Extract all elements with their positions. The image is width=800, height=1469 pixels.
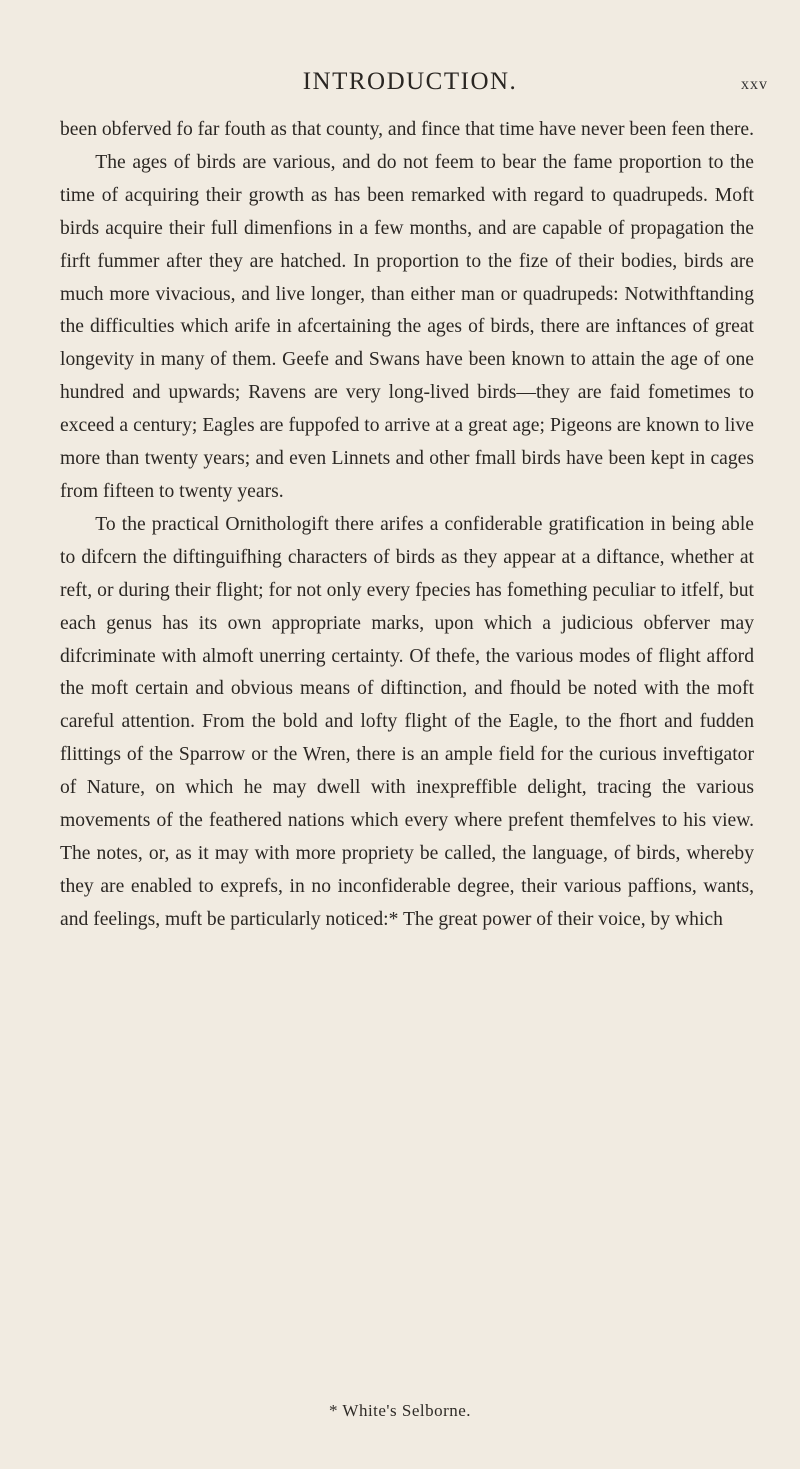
footnote: * White's Selborne. [328,1401,472,1420]
paragraph-continuation: been obferved fo far fouth as that county, and fince that time have never been feen there. [60,119,754,140]
page-number: xxv [741,76,768,93]
running-head [60,68,768,108]
paragraph-ages-of-birds: The ages of birds are various, and do not feem to bear the fame proportion to the time of acquiring their growth as has been remarked with regard to quadrupeds. Moft birds acquire their full dimenfions in a few months, and are capable of propagation the firft fummer after they are hatched. In proportion to the fize of their bodies, birds are much more vivacious, and live longer, than either man or quadrupeds: Notwithftanding the difficulties which arife in afcertaining the ages of birds, there are inftances of great longevity in many of them. Geefe and Swans have been known to attain the age of one hundred and upwards; Ravens are very long-lived birds—they are faid fometimes to exceed a century; Eagles are fuppofed to arrive at a great age; Pigeons are known to live more than twenty years; and even Linnets and other fmall birds have been kept in cages from fifteen to twenty years. [60,151,754,502]
paragraph-practical-ornithologist: To the practical Ornithologift there arifes a confiderable gratification in being able to difcern the diftinguifhing characters of birds as they appear at a diftance, whether at reft, or during their flight; for not only every fpecies has fomething peculiar to itfelf, but each genus has its own appropriate marks, upon which a judicious obferver may difcriminate with almoft unerring certainty. Of thefe, the various modes of flight afford the moft certain and obvious means of diftinction, and fhould be noted with the moft careful attention. From the bold and lofty flight of the Eagle, to the fhort and fudden flittings of the Sparrow or the Wren, there is an ample field for the curious inveftigator of Nature, on which he may dwell with inexpreffible delight, tracing the various movements of the feathered nations which every where prefent themfelves to his view. The notes, or, as it may with more propriety be called, the language, of birds, whereby they are enabled to exprefs, in no inconfiderable degree, their various paffions, wants, and feelings, muft be particularly noticed:* The great power of their voice, by which [60,513,754,930]
body-text [60,114,754,937]
page-header-title: INTRODUCTION. [302,68,518,95]
